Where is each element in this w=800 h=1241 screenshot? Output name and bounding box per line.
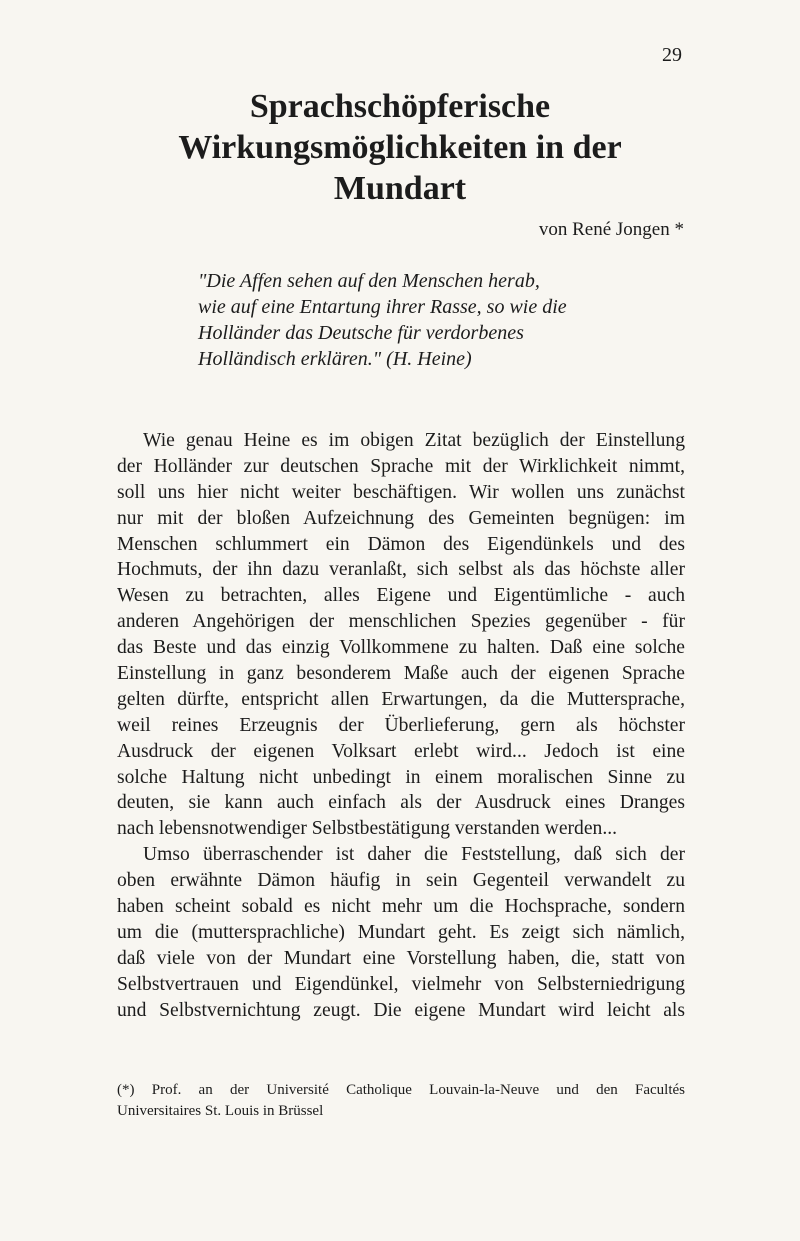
body-line: Hochmuts, der ihn dazu veranlaßt, sich selbst als das höchste aller xyxy=(117,559,685,581)
body-line: Einstellung in ganz besonderem Maße auch der eigenen Sprache xyxy=(117,663,685,685)
body-line: weil reines Erzeugnis der Überlieferung, gern als höchster xyxy=(117,714,685,736)
body-line: Selbstvertrauen und Eigendünkel, vielmehr von Selbsterniedrigung xyxy=(117,973,685,995)
title-line: Wirkungsmöglichkeiten in der xyxy=(178,129,622,166)
body-line: Wesen zu betrachten, alles Eigene und Eigentümliche - auch xyxy=(117,585,685,607)
page-number: 29 xyxy=(662,44,682,66)
footnote xyxy=(117,1080,685,1122)
footnote-line: (*) Prof. an der Université Catholique Louvain-la-Neuve und den Facultés xyxy=(117,1082,685,1098)
body-line: nur mit der bloßen Aufzeichnung des Gemeinten begnügen: im xyxy=(117,507,685,529)
body-line: Wie genau Heine es im obigen Zitat bezüglich der Einstellung xyxy=(143,430,685,451)
body-line: der Holländer zur deutschen Sprache mit der Wirklichkeit nimmt, xyxy=(117,455,685,477)
body-line: solche Haltung nicht unbedingt in einem moralischen Sinne zu xyxy=(117,766,685,788)
body-line: deuten, sie kann auch einfach als der Ausdruck eines Dranges xyxy=(117,792,685,814)
body-line: haben scheint sobald es nicht mehr um die Hochsprache, sondern xyxy=(117,896,685,918)
body-line: daß viele von der Mundart eine Vorstellung haben, die, statt von xyxy=(117,947,685,969)
body-line: soll uns hier nicht weiter beschäftigen. Wir wollen uns zunächst xyxy=(117,481,685,503)
epigraph-line: "Die Affen sehen auf den Menschen herab, xyxy=(198,270,540,292)
author-byline: von René Jongen * xyxy=(538,219,684,240)
epigraph-quote xyxy=(198,268,618,372)
body-line: gelten dürfte, entspricht allen Erwartungen, da die Muttersprache, xyxy=(117,688,685,710)
footnote-line: Universitaires St. Louis in Brüssel xyxy=(117,1103,324,1119)
article-body xyxy=(117,428,685,1023)
body-line: Ausdruck der eigenen Volksart erlebt wird... Jedoch ist eine xyxy=(117,740,685,762)
epigraph-line: Holländisch erklären." (H. Heine) xyxy=(198,348,472,370)
title-line: Sprachschöpferische xyxy=(249,88,551,125)
body-line: und Selbstvernichtung zeugt. Die eigene Mundart wird leicht als xyxy=(117,999,685,1021)
title-line: Mundart xyxy=(333,170,467,207)
body-line: anderen Angehörigen der menschlichen Spezies gegenüber - für xyxy=(117,611,685,633)
body-line: nach lebensnotwendiger Selbstbestätigung verstanden werden... xyxy=(117,818,618,840)
body-line: oben erwähnte Dämon häufig in sein Gegenteil verwandelt zu xyxy=(117,870,685,892)
epigraph-line: wie auf eine Entartung ihrer Rasse, so wie die xyxy=(198,296,567,318)
body-line: das Beste und das einzig Vollkommene zu halten. Daß eine solche xyxy=(117,637,685,659)
article-title xyxy=(100,86,700,209)
body-line: Menschen schlummert ein Dämon des Eigendünkels und des xyxy=(117,533,685,555)
body-line: Umso überraschender ist daher die Feststellung, daß sich der xyxy=(143,844,685,866)
epigraph-line: Holländer das Deutsche für verdorbenes xyxy=(198,322,524,344)
body-line: um die (muttersprachliche) Mundart geht. Es zeigt sich nämlich, xyxy=(117,921,685,943)
